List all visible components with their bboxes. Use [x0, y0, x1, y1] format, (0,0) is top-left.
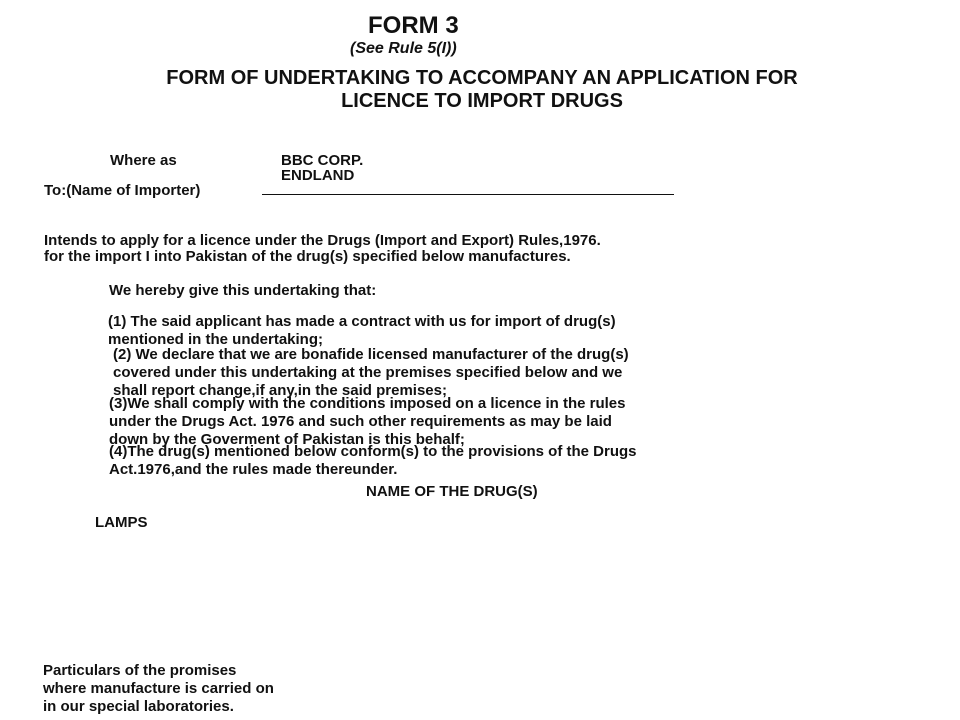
- clause-line: (3)We shall comply with the conditions imposed on a licence in the rules: [109, 395, 626, 412]
- clause-line: (1) The said applicant has made a contract with us for import of drug(s): [108, 313, 616, 330]
- clause-line: down by the Goverment of Pakistan is this behalf;: [109, 431, 465, 448]
- particulars-line: Particulars of the promises: [43, 662, 237, 679]
- importer-label: To:(Name of Importer): [44, 182, 201, 199]
- clause-line: mentioned in the undertaking;: [108, 331, 324, 348]
- clause-2: [113, 346, 629, 400]
- form-heading-line-2: LICENCE TO IMPORT DRUGS: [341, 90, 623, 112]
- particulars: [43, 662, 274, 716]
- clause-line: shall report change,if any,in the said premises;: [113, 382, 447, 399]
- clause-line: Act.1976,and the rules made thereunder.: [109, 461, 398, 478]
- undertaking-intro: We hereby give this undertaking that:: [109, 282, 377, 299]
- clause-line: (4)The drug(s) mentioned below conform(s) to the provisions of the Drugs: [109, 443, 637, 460]
- form-rule-reference: (See Rule 5(I)): [350, 40, 457, 57]
- importer-name-line: [262, 194, 674, 195]
- intends-line-2: for the import I into Pakistan of the drug(s) specified below manufactures.: [44, 248, 571, 265]
- clause-line: (2) We declare that we are bonafide licensed manufacturer of the drug(s): [113, 346, 629, 363]
- clause-4: [109, 443, 637, 479]
- drug-item: LAMPS: [95, 514, 148, 531]
- clause-line: under the Drugs Act. 1976 and such other requirements as may be laid: [109, 413, 612, 430]
- manufacturer-name-line-1: BBC CORP.: [281, 152, 364, 169]
- clause-3: [109, 395, 625, 449]
- whereas-label: Where as: [110, 152, 177, 169]
- clause-line: covered under this undertaking at the premises specified below and we: [113, 364, 623, 381]
- intends-line-1: Intends to apply for a licence under the Drugs (Import and Export) Rules,1976.: [44, 232, 601, 249]
- form-heading: [62, 67, 902, 113]
- manufacturer-name-line-2: ENDLAND: [281, 167, 355, 184]
- clause-1: [108, 313, 616, 349]
- drugs-heading: NAME OF THE DRUG(S): [366, 483, 538, 500]
- form-title: FORM 3: [368, 12, 459, 39]
- particulars-line: where manufacture is carried on: [43, 680, 274, 697]
- form-heading-line-1: FORM OF UNDERTAKING TO ACCOMPANY AN APPLICATION FOR: [166, 67, 798, 89]
- particulars-line: in our special laboratories.: [43, 698, 234, 715]
